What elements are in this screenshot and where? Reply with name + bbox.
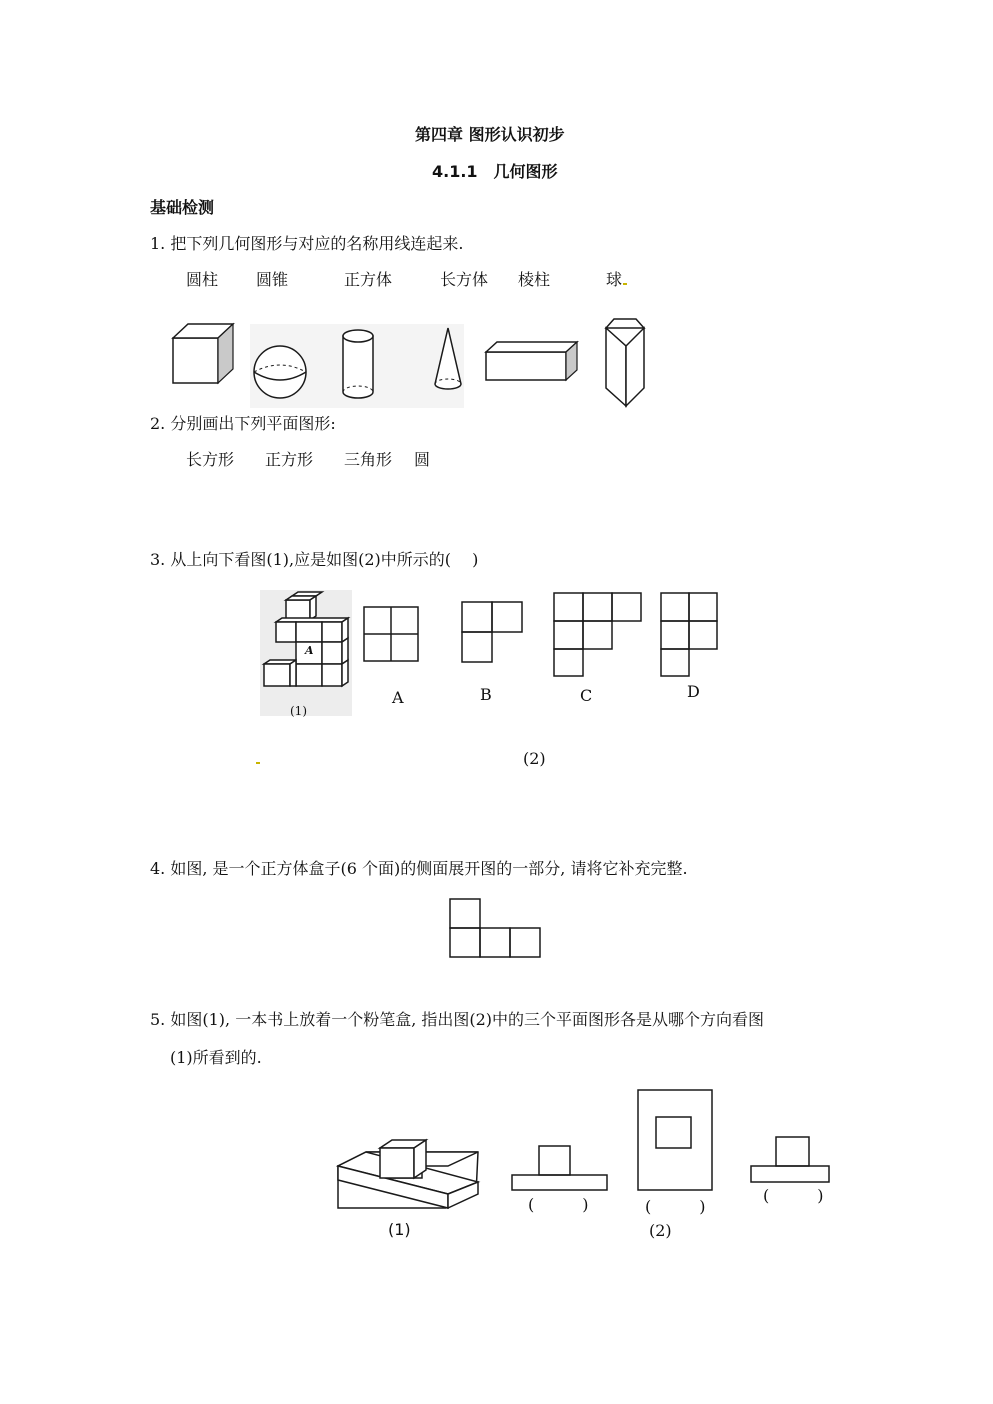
q5-view3-figure [750, 1136, 832, 1186]
q3-option-c-label: C [580, 686, 593, 705]
q2-shape-square: 正方形 [265, 450, 314, 469]
q1-text: 1. 把下列几何图形与对应的名称用线连起来. [150, 234, 464, 253]
q3-option-b-figure [461, 601, 525, 665]
q1-cone-figure [430, 324, 470, 396]
q3-text: 3. 从上向下看图(1),应是如图(2)中所示的( ) [150, 550, 479, 569]
q5-view2-figure [637, 1089, 715, 1193]
q2-text: 2. 分别画出下列平面图形: [150, 414, 336, 433]
q5-text-line1: 5. 如图(1), 一本书上放着一个粉笔盒, 指出图(2)中的三个平面图形各是从哪个方向看图 [150, 1010, 765, 1029]
q5-fig2-label: (2) [649, 1221, 672, 1240]
q2-shape-triangle: 三角形 [344, 450, 393, 469]
q1-name-sphere: 球 [606, 270, 623, 289]
q3-fig2-label: (2) [523, 749, 546, 768]
q1-name-cone: 圆锥 [256, 270, 289, 289]
q4-net-figure [449, 898, 543, 960]
q5-book-chalkbox-figure [336, 1138, 481, 1212]
q1-cuboid-figure [484, 340, 580, 384]
q3-option-d-figure [660, 592, 722, 678]
q1-mark [623, 283, 627, 285]
q5-view1-blank[interactable]: ( ) [528, 1195, 589, 1214]
q5-text-line2: (1)所看到的. [170, 1048, 262, 1067]
q1-sphere-figure [252, 344, 312, 404]
q4-text: 4. 如图, 是一个正方体盒子(6 个面)的侧面展开图的一部分, 请将它补充完整. [150, 859, 688, 878]
q2-shape-circle: 圆 [414, 450, 431, 469]
q1-name-prism: 棱柱 [518, 270, 551, 289]
q3-option-c-figure [553, 592, 645, 678]
q1-name-cylinder: 圆柱 [186, 270, 219, 289]
q1-name-cuboid: 长方体 [440, 270, 489, 289]
q3-fig1-cubes [260, 590, 352, 690]
q5-view3-blank[interactable]: ( ) [763, 1186, 824, 1205]
q1-prism-figure [600, 316, 650, 412]
q3-fig1-label: (1) [290, 704, 307, 718]
q1-cube-figure [170, 320, 240, 390]
section-title: 4.1.1 几何图形 [432, 162, 558, 181]
q3-option-a-label: A [392, 688, 404, 707]
q3-cube-label-a: A [305, 644, 314, 657]
q3-option-b-label: B [480, 685, 492, 704]
q3-option-d-label: D [687, 682, 700, 701]
chapter-title: 第四章 图形认识初步 [415, 125, 565, 144]
q1-name-cube: 正方体 [344, 270, 393, 289]
q3-option-a-figure [363, 606, 421, 664]
basic-heading: 基础检测 [150, 198, 215, 217]
q3-mark [256, 762, 260, 764]
q2-shape-rectangle: 长方形 [186, 450, 235, 469]
q1-cylinder-figure [340, 326, 380, 406]
q5-view2-blank[interactable]: ( ) [645, 1197, 706, 1216]
q5-fig1-label: (1) [388, 1220, 411, 1239]
q5-view1-figure [510, 1144, 610, 1192]
